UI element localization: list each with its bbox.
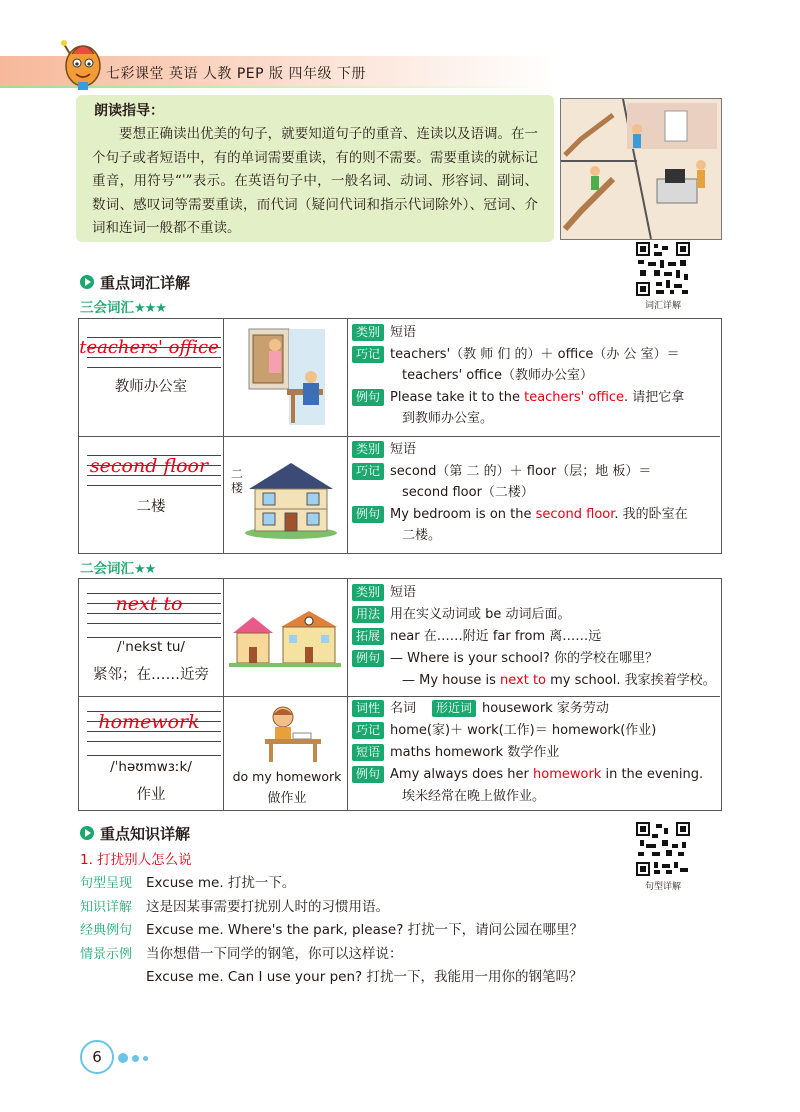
sentence-qr-code-icon[interactable] bbox=[636, 822, 690, 876]
definition-line: second floor（二楼） bbox=[402, 485, 534, 500]
image-label: 二楼 bbox=[231, 467, 244, 495]
label-tag: 拓展 bbox=[352, 628, 384, 645]
knowledge-label: 句型呈现 bbox=[80, 876, 133, 891]
label-tag: 类别 bbox=[352, 584, 384, 601]
vocab-qr-caption: 词汇详解 bbox=[644, 301, 681, 311]
buildings-illustration bbox=[229, 609, 341, 669]
word-handwriting: next to bbox=[115, 593, 183, 615]
definition-line: 埃米经常在晚上做作业。 bbox=[402, 789, 546, 804]
definition-line: 拓展 near 在……附近 far from 离……远 bbox=[352, 628, 601, 645]
definition-line: 例句 My bedroom is on the second floor. 我的卧室在 bbox=[352, 506, 688, 523]
page-number: 6 bbox=[80, 1040, 114, 1074]
definition-line: 类别 短语 bbox=[352, 584, 416, 601]
word-meaning: 教师办公室 bbox=[114, 379, 188, 395]
decorative-dot bbox=[143, 1056, 148, 1061]
header-title: 七彩课堂 英语 人教 PEP 版 四年级 下册 bbox=[106, 66, 366, 82]
image-caption-cn: 做作业 bbox=[267, 791, 307, 806]
definition-line: 用法 用在实义动词或 be 动词后面。 bbox=[352, 606, 571, 623]
house-illustration bbox=[243, 459, 339, 539]
vocab-section-title: 重点词汇详解 bbox=[100, 274, 191, 292]
sentence-qr-caption: 句型详解 bbox=[644, 882, 681, 892]
word-handwriting: second floor bbox=[89, 455, 209, 477]
knowledge-label: 经典例句 bbox=[80, 923, 133, 938]
reading-guide-title: 朗读指导： bbox=[94, 103, 164, 119]
knowledge-text: Excuse me. Where's the park, please? 打扰一下，请问公园在哪里？ bbox=[146, 922, 584, 938]
definition-line: teachers' office（教师办公室） bbox=[402, 368, 593, 383]
label-tag: 例句 bbox=[352, 766, 384, 783]
star-icon: ★★★ bbox=[134, 301, 166, 316]
definition-line: 短语 maths homework 数学作业 bbox=[352, 744, 559, 761]
label-tag: 形近词 bbox=[432, 700, 476, 717]
knowledge-point-title: 1. 打扰别人怎么说 bbox=[80, 852, 192, 868]
definition-line: 巧记 teachers'（教 师 们 的）＋ office（办 公 室）＝ bbox=[352, 346, 680, 363]
label-tag: 词性 bbox=[352, 700, 384, 717]
word-meaning: 二楼 bbox=[136, 499, 166, 515]
label-tag: 例句 bbox=[352, 506, 384, 523]
decorative-dot bbox=[132, 1055, 139, 1062]
definition-line: 到教师办公室。 bbox=[402, 411, 494, 426]
play-icon bbox=[80, 275, 94, 289]
knowledge-label: 情景示例 bbox=[80, 946, 133, 962]
label-tag: 类别 bbox=[352, 441, 384, 458]
knowledge-label: 知识详解 bbox=[80, 899, 133, 915]
definition-line: 例句 Please take it to the teachers' office. 请把它拿 bbox=[352, 389, 684, 406]
star-icon: ★★ bbox=[134, 562, 156, 577]
level2-label: 二会词汇★★ bbox=[80, 561, 156, 577]
definition-line: 巧记 second（第 二 的）＋ floor（层；地 板）＝ bbox=[352, 463, 651, 480]
word-meaning: 作业 bbox=[136, 787, 166, 803]
definition-line: 词性 名词 形近词 housework 家务劳动 bbox=[352, 700, 609, 717]
word-meaning: 紧邻；在……近旁 bbox=[93, 667, 209, 683]
level3-label: 三会词汇★★★ bbox=[80, 300, 166, 316]
label-tag: 用法 bbox=[352, 606, 384, 623]
office-illustration bbox=[247, 325, 327, 429]
label-tag: 例句 bbox=[352, 389, 384, 406]
knowledge-text: Excuse me. 打扰一下。 bbox=[146, 875, 296, 891]
word-handwriting: teachers' office bbox=[79, 337, 219, 358]
definition-line: 巧记 home(家)＋ work(工作)＝ homework(作业) bbox=[352, 722, 656, 739]
vocab-qr-code-icon[interactable] bbox=[636, 242, 690, 296]
definition-line: 例句 — Where is your school? 你的学校在哪里？ bbox=[352, 650, 658, 667]
mascot-icon bbox=[58, 36, 108, 92]
definition-line: — My house is next to my school. 我家挨着学校。 bbox=[402, 673, 716, 688]
play-icon bbox=[80, 826, 94, 840]
label-tag: 类别 bbox=[352, 324, 384, 341]
definition-line: 例句 Amy always does her homework in the evening. bbox=[352, 766, 703, 783]
homework-illustration bbox=[255, 703, 327, 763]
image-caption-en: do my homework bbox=[232, 769, 342, 784]
reading-guide-text: 要想正确读出优美的句子，就要知道句子的重音、连读以及语调。在一个句子或者短语中，有的单词需要重读，有的则不需要。需要重读的就标记重音，用符号“ˈ”表示。在英语句子中，一般名词、动词、形容词、副词、数词、感叹词等需要重读，而代词（疑问代词和指示代词除外）、冠词、介词和连词一般都不重读。 bbox=[92, 126, 538, 236]
knowledge-text: 当你想借一下同学的钢笔，你可以这样说： bbox=[146, 945, 403, 962]
knowledge-section-title: 重点知识详解 bbox=[100, 825, 191, 843]
label-tag: 巧记 bbox=[352, 722, 384, 739]
comic-scene-image bbox=[560, 98, 722, 240]
word-phonetic: /ˈhəʊmwɜːk/ bbox=[110, 759, 192, 775]
definition-line: 二楼。 bbox=[402, 528, 442, 543]
label-tag: 巧记 bbox=[352, 346, 384, 363]
knowledge-text: Excuse me. Can I use your pen? 打扰一下，我能用一用你的钢笔吗？ bbox=[146, 969, 583, 985]
knowledge-text: 这是因某事需要打扰别人时的习惯用语。 bbox=[146, 898, 389, 915]
definition-line: 类别 短语 bbox=[352, 441, 416, 458]
label-tag: 巧记 bbox=[352, 463, 384, 480]
label-tag: 短语 bbox=[352, 744, 384, 761]
word-phonetic: /ˈnekst tu/ bbox=[117, 639, 185, 655]
word-handwriting: homework bbox=[98, 711, 200, 733]
definition-line: 类别 短语 bbox=[352, 324, 416, 341]
decorative-dot bbox=[118, 1053, 128, 1063]
label-tag: 例句 bbox=[352, 650, 384, 667]
